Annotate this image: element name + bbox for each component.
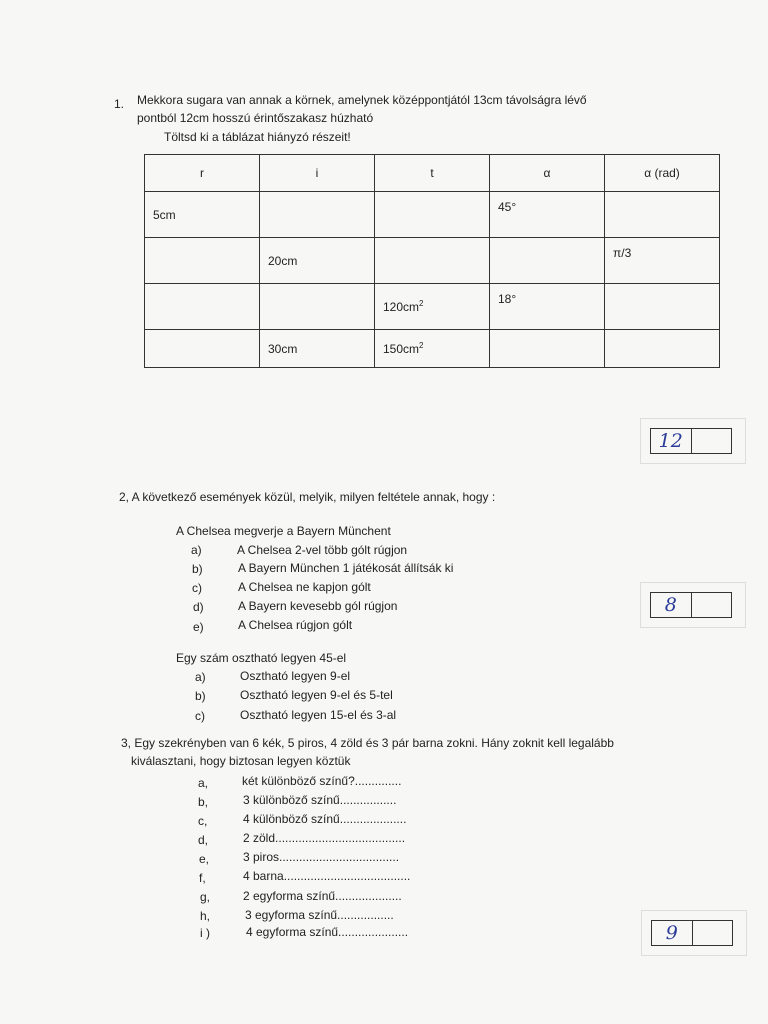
list-item-label: b) — [192, 562, 203, 576]
superscript: 2 — [419, 341, 424, 350]
list-item: Osztható legyen 15-el és 3-al — [240, 708, 397, 722]
table-cell[interactable] — [145, 284, 260, 330]
table-cell[interactable]: 30cm — [260, 330, 375, 368]
question-1-text-line1: Mekkora sugara van annak a körnek, amelynek középpontjától 13cm távolságra lévő — [137, 93, 587, 107]
table-cell[interactable] — [605, 284, 720, 330]
header-t: t — [375, 155, 490, 192]
table-cell[interactable] — [490, 330, 605, 368]
header-i: i — [260, 155, 375, 192]
list-item-label: h, — [200, 909, 211, 923]
list-item: A Chelsea 2-vel több gólt rúgjon — [237, 543, 408, 557]
question-1-number: 1. — [114, 97, 125, 111]
score-empty-cell[interactable] — [692, 429, 732, 453]
list-item: 3 egyforma színű................. — [245, 908, 394, 922]
table-cell[interactable]: 5cm — [145, 192, 260, 238]
score-box-q2 — [650, 592, 732, 618]
list-item-label: a, — [198, 776, 209, 790]
question-1-text-line2: pontból 12cm hosszú érintőszakasz húzható — [137, 111, 374, 125]
table-cell[interactable] — [605, 192, 720, 238]
cell-value: 150cm — [383, 342, 420, 356]
list-item-label: i ) — [200, 926, 210, 940]
list-item: 2 zöld....................................... — [243, 831, 406, 845]
score-value: 9 — [652, 921, 693, 945]
score-value: 12 — [651, 429, 692, 453]
list-item: 4 különböző színű.................... — [243, 812, 407, 826]
list-item: 2 egyforma színű.................... — [243, 889, 402, 903]
q1-table — [144, 154, 720, 368]
question-3-text-line2: kiválasztani, hogy biztosan legyen köztük — [131, 754, 351, 768]
list-item: A Chelsea ne kapjon gólt — [238, 580, 371, 594]
cell-value: 120cm — [383, 300, 420, 314]
table-cell[interactable] — [490, 238, 605, 284]
list-item-label: c) — [192, 581, 202, 595]
score-empty-cell[interactable] — [693, 921, 733, 945]
list-item-label: b) — [195, 689, 206, 703]
table-cell[interactable] — [605, 330, 720, 368]
table-cell[interactable]: 20cm — [260, 238, 375, 284]
list-item: 4 egyforma színű..................... — [246, 925, 409, 939]
header-r: r — [145, 155, 260, 192]
table-header-row — [145, 155, 720, 192]
score-empty-cell[interactable] — [692, 593, 732, 617]
table-cell[interactable] — [145, 330, 260, 368]
header-alpha: α — [490, 155, 605, 192]
list-item: A Chelsea rúgjon gólt — [238, 618, 353, 632]
list-item-label: e) — [193, 620, 204, 634]
question-1-instruction: Töltsd ki a táblázat hiányzó részeit! — [164, 130, 351, 144]
score-value: 8 — [651, 593, 692, 617]
list-item: 3 piros.................................... — [243, 850, 400, 864]
list-item-label: b, — [198, 795, 209, 809]
list-item: Osztható legyen 9-el és 5-tel — [240, 688, 393, 702]
q2-part1-title: A Chelsea megverje a Bayern Münchent — [176, 524, 391, 538]
table-row — [145, 330, 720, 368]
header-alpha-rad: α (rad) — [605, 155, 720, 192]
list-item-label: d) — [193, 600, 204, 614]
table-cell[interactable] — [375, 330, 490, 368]
list-item-label: e, — [199, 852, 210, 866]
list-item-label: d, — [198, 833, 209, 847]
list-item: két különböző színű?.............. — [242, 774, 402, 788]
table-row — [145, 238, 720, 284]
table-cell[interactable] — [145, 238, 260, 284]
list-item: 4 barna...................................... — [243, 869, 411, 883]
list-item-label: a) — [195, 670, 206, 684]
table-cell[interactable] — [375, 238, 490, 284]
list-item: A Bayern kevesebb gól rúgjon — [238, 599, 398, 613]
list-item: 3 különböző színű................. — [243, 793, 397, 807]
table-cell[interactable] — [375, 284, 490, 330]
list-item-label: g, — [200, 890, 211, 904]
list-item-label: c, — [198, 814, 208, 828]
list-item-label: c) — [195, 709, 205, 723]
table-cell[interactable]: 18° — [490, 284, 605, 330]
list-item: Osztható legyen 9-el — [240, 669, 351, 683]
list-item-label: a) — [191, 543, 202, 557]
list-item-label: f, — [199, 871, 206, 885]
list-item: A Bayern München 1 játékosát állítsák ki — [238, 561, 454, 575]
superscript: 2 — [419, 299, 424, 308]
score-box-q1 — [650, 428, 732, 454]
table-cell[interactable] — [375, 192, 490, 238]
q2-part2-title: Egy szám osztható legyen 45-el — [176, 651, 347, 665]
table-cell[interactable]: 45° — [490, 192, 605, 238]
table-row — [145, 192, 720, 238]
question-3-text-line1: 3, Egy szekrényben van 6 kék, 5 piros, 4 zöld és 3 pár barna zokni. Hány zoknit kell legalább — [121, 736, 614, 750]
score-box-q3 — [651, 920, 733, 946]
table-cell[interactable] — [260, 284, 375, 330]
table-cell[interactable]: π/3 — [605, 238, 720, 284]
table-cell[interactable] — [260, 192, 375, 238]
table-row — [145, 284, 720, 330]
question-2-intro: 2, A következő események közül, melyik, milyen feltétele annak, hogy : — [119, 490, 496, 504]
